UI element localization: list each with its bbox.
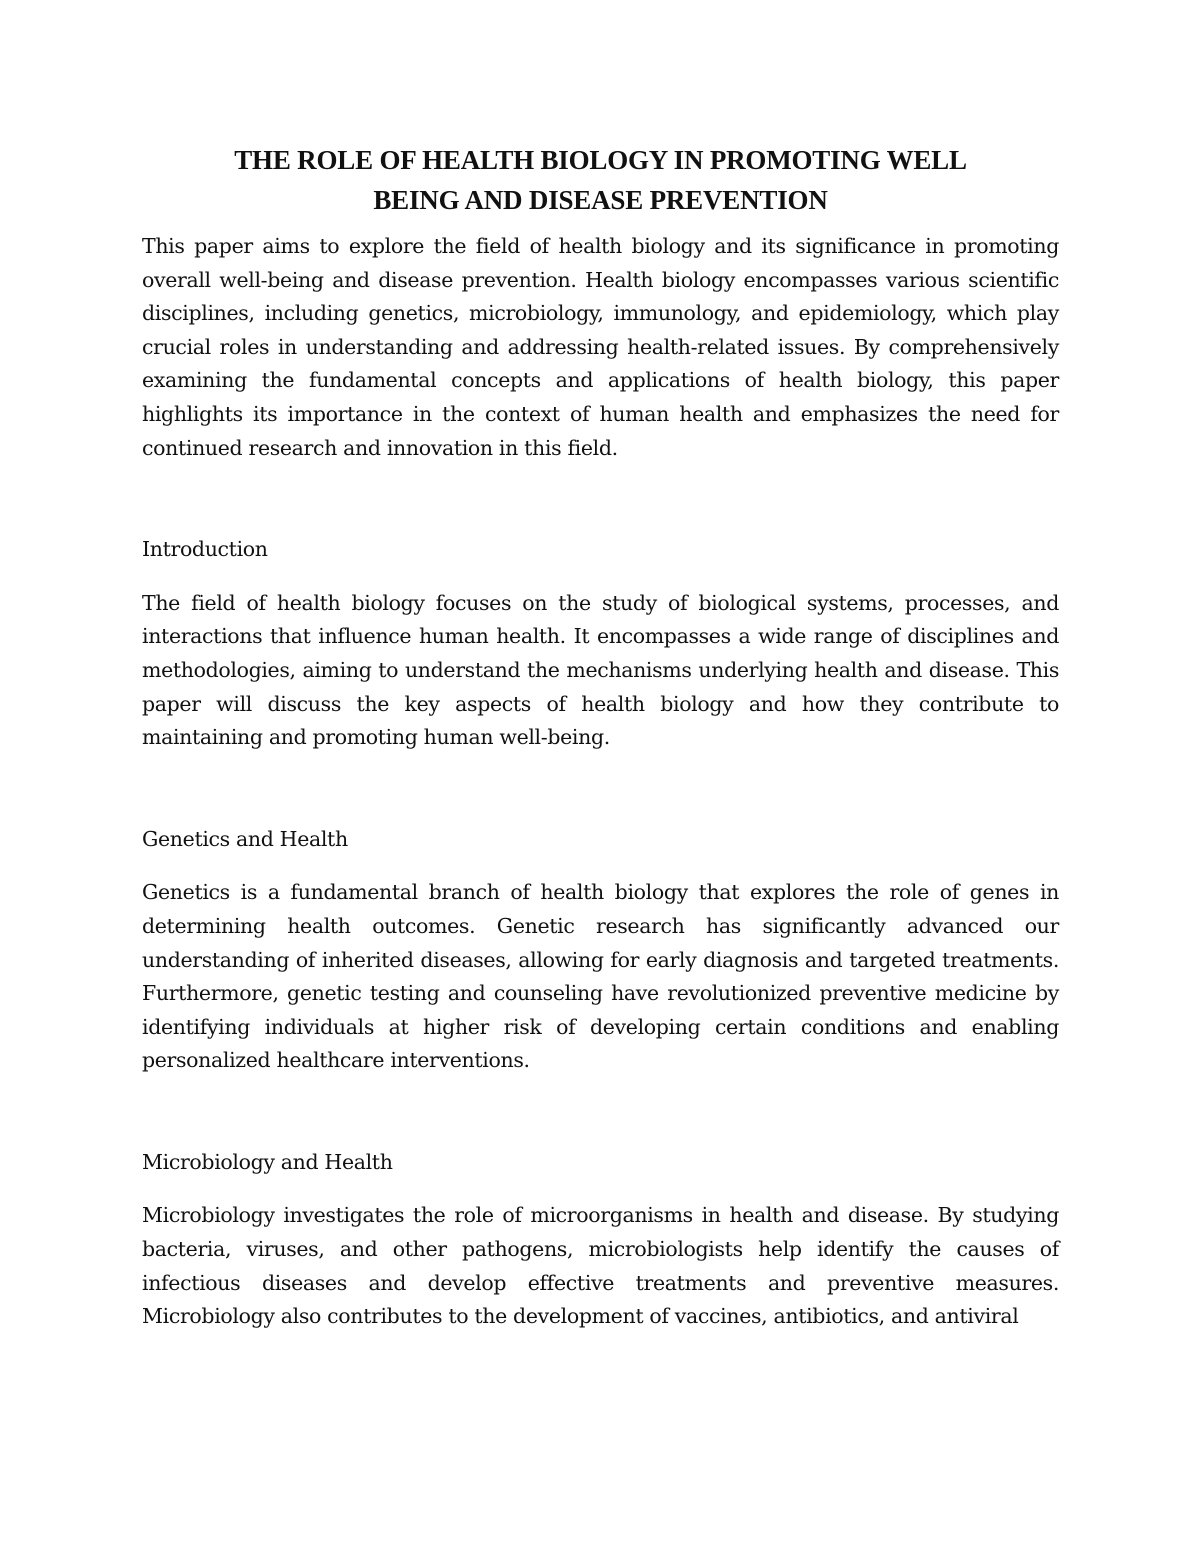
spacer (142, 465, 1059, 533)
section-heading-microbiology: Microbiology and Health (142, 1149, 393, 1174)
abstract-paragraph: This paper aims to explore the field of health biology and its significance in promoting overall well-being and disease prevention. Health biology encompasses various scientific disciplines, including genetics, microbiology, immunology, and epidemiology, which play crucial roles in understanding and addressing health-related issues. By comprehensively examining the fundamental concepts and applications of health biology, this paper highlights its importance in the context of human health and emphasizes the need for continued research and innovation in this field. (142, 234, 1059, 460)
section-body-microbiology: Microbiology investigates the role of microorganisms in health and disease. By studying bacteria, viruses, and other pathogens, microbiologists help identify the causes of infectious diseases and develop effective treatments and preventive measures. Microbiology also contributes to the development of vaccines, antibiotics, and antiviral (142, 1203, 1059, 1329)
spacer (142, 755, 1059, 823)
document-title (142, 140, 1059, 220)
section-heading-genetics: Genetics and Health (142, 826, 348, 851)
document-page (142, 140, 1059, 1334)
spacer (142, 1179, 1059, 1199)
spacer (142, 856, 1059, 876)
title-line-1: THE ROLE OF HEALTH BIOLOGY IN PROMOTING WELL (234, 145, 967, 175)
title-line-2: BEING AND DISEASE PREVENTION (373, 185, 828, 215)
section-heading-introduction: Introduction (142, 537, 268, 562)
section-body-genetics: Genetics is a fundamental branch of health biology that explores the role of genes in determining health outcomes. Genetic research has significantly advanced our understanding of inherited diseases, allowing for early diagnosis and targeted treatments. Furthermore, genetic testing and counseling have revolutionized preventive medicine by identifying individuals at higher risk of developing certain conditions and enabling personalized healthcare interventions. (142, 880, 1059, 1073)
spacer (142, 567, 1059, 587)
spacer (142, 1078, 1059, 1146)
section-body-introduction: The field of health biology focuses on the study of biological systems, processes, and interactions that influence human health. It encompasses a wide range of disciplines and methodologies, aiming to understand the mechanisms underlying health and disease. This paper will discuss the key aspects of health biology and how they contribute to maintaining and promoting human well-being. (142, 590, 1059, 750)
